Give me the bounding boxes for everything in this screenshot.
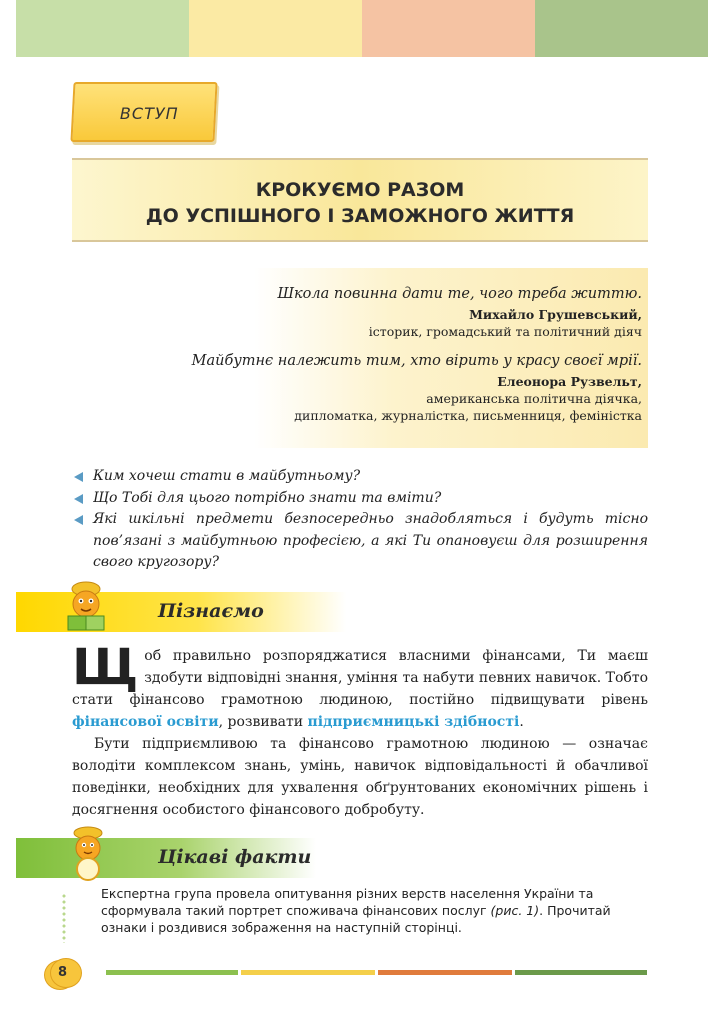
- quote-1-text: Школа повинна дати те, чого треба життю.: [277, 286, 642, 302]
- header-segment-2: [189, 0, 362, 57]
- paragraph-1-part-c: .: [519, 714, 524, 730]
- question-list: [72, 466, 648, 574]
- header-segment-3: [362, 0, 535, 57]
- paragraph-1-part-a: об правильно розпоряджатися власними фінансами, Ти маєш здобути відповідні знання, уміння та набути певних навичок. Тобто стати фінансово грамотною людиною, постійно підвищувати рівень: [72, 648, 648, 708]
- footer-bar-3: [378, 970, 512, 975]
- section-facts-header: [16, 838, 316, 878]
- title-line-2: ДО УСПІШНОГО І ЗАМОЖНОГО ЖИТТЯ: [145, 205, 575, 227]
- main-text: [72, 638, 648, 821]
- facts-text: [101, 885, 647, 936]
- epigraph-block: [191, 268, 648, 448]
- question-item: [72, 488, 648, 510]
- facts-text-b: . Прочитай ознаки і роздивися зображення на наступній сторінці.: [101, 903, 611, 935]
- chapter-title: [72, 158, 648, 242]
- quote-2-desc-2: дипломатка, журналістка, письменниця, феміністка: [294, 408, 642, 423]
- question-text: Що Тобі для цього потрібно знати та вміти?: [93, 489, 442, 506]
- quote-2-desc-1: американська політична діячка,: [426, 391, 642, 406]
- quote-1-author: Михайло Грушевський,: [469, 307, 642, 322]
- link-financial-education[interactable]: фінансової освіти: [72, 714, 219, 730]
- dotted-divider: [62, 893, 66, 943]
- title-line-1: КРОКУЄМО РАЗОМ: [255, 179, 465, 201]
- header-color-bar: [16, 0, 708, 57]
- header-segment-1: [16, 0, 189, 57]
- facts-text-a: Експертна група провела опитування різних верств населення України та сформувала такий портрет споживача фінансових послуг: [101, 886, 594, 918]
- drop-cap: Щ: [72, 638, 139, 696]
- link-entrepreneurial-abilities[interactable]: підприємницькі здібності: [307, 714, 520, 730]
- paragraph-1-part-b: , розвивати: [218, 714, 308, 730]
- quote-1-desc: історик, громадський та політичний діяч: [368, 324, 642, 339]
- intro-badge: [70, 82, 217, 142]
- section-facts-label: Цікаві факти: [158, 846, 312, 868]
- mascot-coin-icon: [62, 824, 114, 884]
- page-number: 8: [58, 965, 68, 980]
- quote-2-author: Елеонора Рузвельт,: [497, 374, 642, 389]
- intro-badge-label: ВСТУП: [119, 104, 179, 123]
- mascot-book-icon: [60, 578, 112, 636]
- footer-bar-4: [515, 970, 647, 975]
- header-segment-4: [535, 0, 708, 57]
- question-item: [72, 509, 648, 574]
- figure-reference: (рис. 1): [490, 903, 540, 918]
- footer-bar-2: [241, 970, 375, 975]
- question-text: Які шкільні предмети безпосередньо знадобляться і будуть тісно пов’язані з майбутньою професією, а які Ти опановуєш для розширення свого кругозору?: [93, 511, 648, 570]
- question-item: [72, 466, 648, 488]
- footer-bar-1: [106, 970, 238, 975]
- quote-2-text: Майбутнє належить тим, хто вірить у красу своєї мрії.: [191, 353, 642, 369]
- triangle-arrow-icon: [74, 472, 83, 482]
- paragraph-2: Бути підприємливою та фінансово грамотною людиною — означає володіти комплексом знань, умінь, навичок відповідальності й обачливої поведінки, необхідних для ухвалення обґрунтованих економічних рішень і досягнення особистого фінансового добробуту.: [72, 736, 648, 818]
- section-learn-label: Пізнаємо: [158, 600, 264, 622]
- triangle-arrow-icon: [74, 494, 83, 504]
- triangle-arrow-icon: [74, 515, 83, 525]
- question-text: Ким хочеш стати в майбутньому?: [93, 468, 361, 484]
